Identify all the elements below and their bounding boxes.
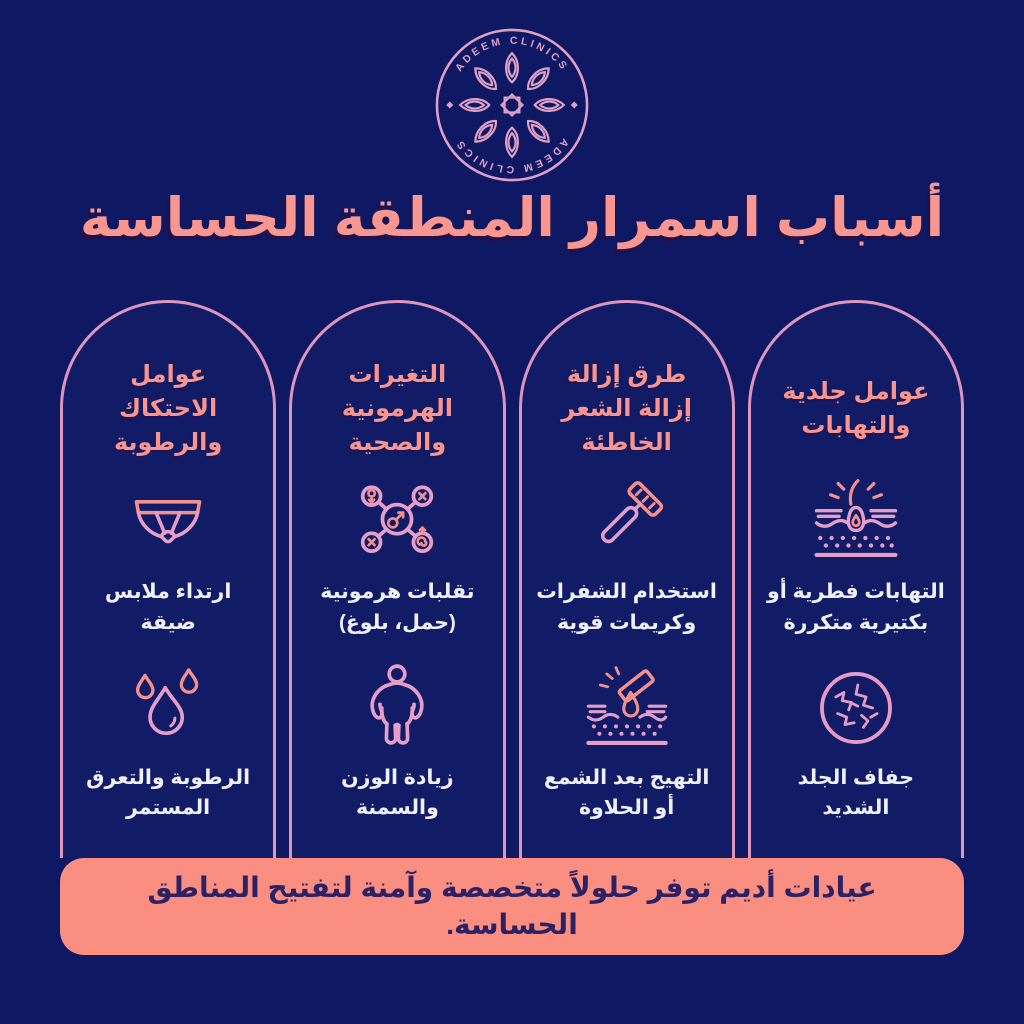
banner-text: عيادات أديم توفر حلولاً متخصصة وآمنة لتفتيح المناطق الحساسة.: [147, 872, 877, 940]
cause-text: زيادة الوزن والسمنة: [341, 765, 454, 820]
heading-line: إزالة الشعر: [561, 394, 692, 422]
diamond-separator-icon: [571, 102, 578, 109]
column-heading: [342, 345, 453, 473]
cause-text: تقلبات هرمونية (حمل، بلوغ): [320, 580, 475, 634]
cause-text: التهابات فطرية أو بكتيرية متكررة: [766, 580, 945, 634]
column-skin-factors: [748, 300, 964, 858]
hormones-icon: [350, 473, 444, 571]
heading-line: والرطوبة: [113, 429, 223, 457]
column-friction-moisture: [60, 300, 276, 858]
heading-line: الخاطئة: [581, 429, 672, 457]
razor-icon: [580, 473, 674, 571]
column-heading: [782, 345, 929, 473]
dry-skin-icon: [810, 659, 902, 757]
petal-rosette-icon: [460, 53, 564, 157]
rosette-logo-icon: [433, 26, 591, 184]
column-heading: [114, 345, 222, 473]
cause-text: استخدام الشفرات وكريمات قوية: [536, 580, 717, 634]
column-hair-removal: [519, 300, 735, 858]
page-title: أسباب اسمرار المنطقة الحساسة: [79, 188, 945, 248]
overweight-body-icon: [351, 659, 443, 757]
column-hormonal-changes: [289, 300, 505, 858]
heading-line: طرق إزالة: [566, 360, 687, 388]
water-drops-icon: [122, 659, 214, 757]
heading-line: عوامل جلدية: [782, 377, 930, 405]
adeem-clinics-logo: [433, 26, 591, 189]
logo-ring-text-bottom: ADEEM CLINICS: [453, 136, 571, 175]
cause-text: ارتداء ملابس ضيقة: [104, 580, 232, 634]
heading-line: والصحية: [348, 429, 447, 457]
star-center-icon: [502, 95, 523, 116]
heading-line: التغيرات: [348, 360, 447, 388]
heading-line: عوامل: [130, 360, 207, 388]
cause-text: التهيج بعد الشمع أو الحلاوة: [543, 765, 710, 820]
underwear-icon: [121, 473, 215, 571]
cause-text: الرطوبة والتعرق المستمر: [86, 765, 251, 820]
heading-line: والتهابات: [801, 412, 911, 439]
heading-line: الاحتكاك: [119, 394, 218, 422]
heading-line: الهرمونية: [341, 394, 454, 422]
wax-strip-icon: [581, 659, 673, 757]
diamond-separator-icon: [446, 102, 453, 109]
skin-inflammation-icon: [809, 473, 903, 571]
logo-ring-text-top: ADEEM CLINICS: [453, 35, 571, 74]
footer-banner: [60, 858, 964, 955]
column-heading: [561, 345, 692, 473]
causes-columns: [60, 300, 964, 858]
cause-text: جفاف الجلد الشديد: [797, 765, 915, 820]
